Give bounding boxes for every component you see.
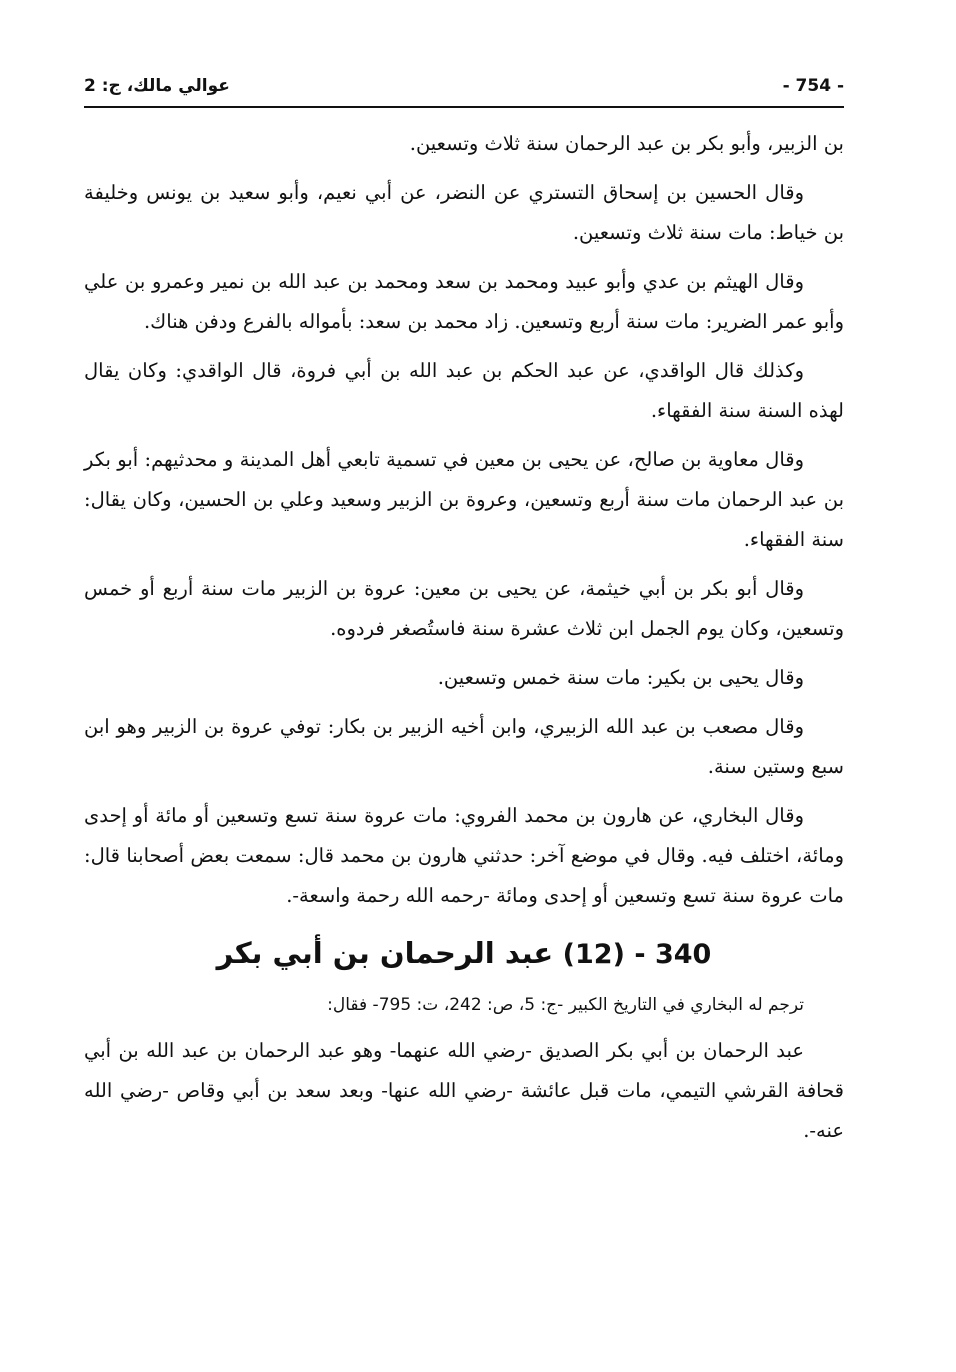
entry-number: 340 [654, 939, 712, 970]
paragraph: وقال مصعب بن عبد الله الزبيري، وابن أخيه الزبير بن بكار: توفي عروة بن الزبير وهو ابن سبع وستين سنة. [84, 715, 844, 778]
page-body [84, 124, 844, 1160]
paragraph: وقال يحيى بن بكير: مات سنة خمس وتسعين. [437, 666, 804, 689]
paragraph: بن الزبير، وأبو بكر بن عبد الرحمان سنة ثلاث وتسعين. [409, 132, 844, 155]
paragraph: وقال الحسين بن إسحاق التستري عن النضر، عن أبي نعيم، وأبو سعيد بن يونس وخليفة بن خياط: مات سنة ثلاث وتسعين. [84, 181, 844, 244]
entry-sub-number: (12) [562, 939, 625, 970]
source-citation: ترجم له البخاري في التاريخ الكبير -ج: 5، ص: 242، ت: 795- فقال: [327, 995, 804, 1015]
header-rule [84, 106, 844, 108]
page-header [84, 70, 844, 100]
page-number: - 754 - [782, 76, 844, 96]
paragraph: وقال أبو بكر بن أبي خيثمة، عن يحيى بن معين: عروة بن الزبير مات سنة أربع أو خمس وتسعين، وكان يوم الجمل ابن ثلاث عشرة سنة فاستُصغر فردوه. [84, 577, 844, 640]
entry-name: عبد الرحمان بن أبي بكر [216, 936, 554, 970]
running-title: عوالي مالك، ج: 2 [84, 76, 230, 96]
paragraph: وقال الهيثم بن عدي وأبو عبيد ومحمد بن سعد ومحمد بن عبد الله بن نمير وعمرو بن علي وأبو عمر الضرير: مات سنة أربع وتسعين. زاد محمد بن سعد: بأمواله بالفرع ودفن هناك. [84, 270, 844, 333]
paragraph: وقال البخاري، عن هارون بن محمد الفروي: مات عروة سنة تسع وتسعين أو مائة أو إحدى ومائة، اختلف فيه. وقال في موضع آخر: حدثني هارون بن محمد قال: سمعت بعض أصحابنا قال: مات عروة سنة تسع وتسعين أو إحدى ومائة -رحمه الله رحمة واسعة-. [84, 804, 844, 907]
entry-heading [84, 925, 844, 983]
entry-text: عبد الرحمان بن أبي بكر الصديق -رضي الله عنهما- وهو عبد الرحمان بن عبد الله بن أبي قحافة القرشي التيمي، مات قبل عائشة -رضي الله عنها- وبعد سعد بن أبي وقاص -رضي الله عنه-. [84, 1039, 844, 1142]
paragraph: وقال معاوية بن صالح، عن يحيى بن معين في تسمية تابعي أهل المدينة و محدثيهم: أبو بكر بن عبد الرحمان مات سنة أربع وتسعين، وعروة بن الزبير وسعيد وعلي بن الحسين، وكان يقال: سنة الفقهاء. [84, 448, 844, 551]
paragraph: وكذلك قال الواقدي، عن عبد الحكم بن عبد الله بن أبي فروة، قال الواقدي: وكان يقال لهذه السنة سنة الفقهاء. [84, 359, 844, 422]
entry-separator: - [634, 939, 646, 970]
